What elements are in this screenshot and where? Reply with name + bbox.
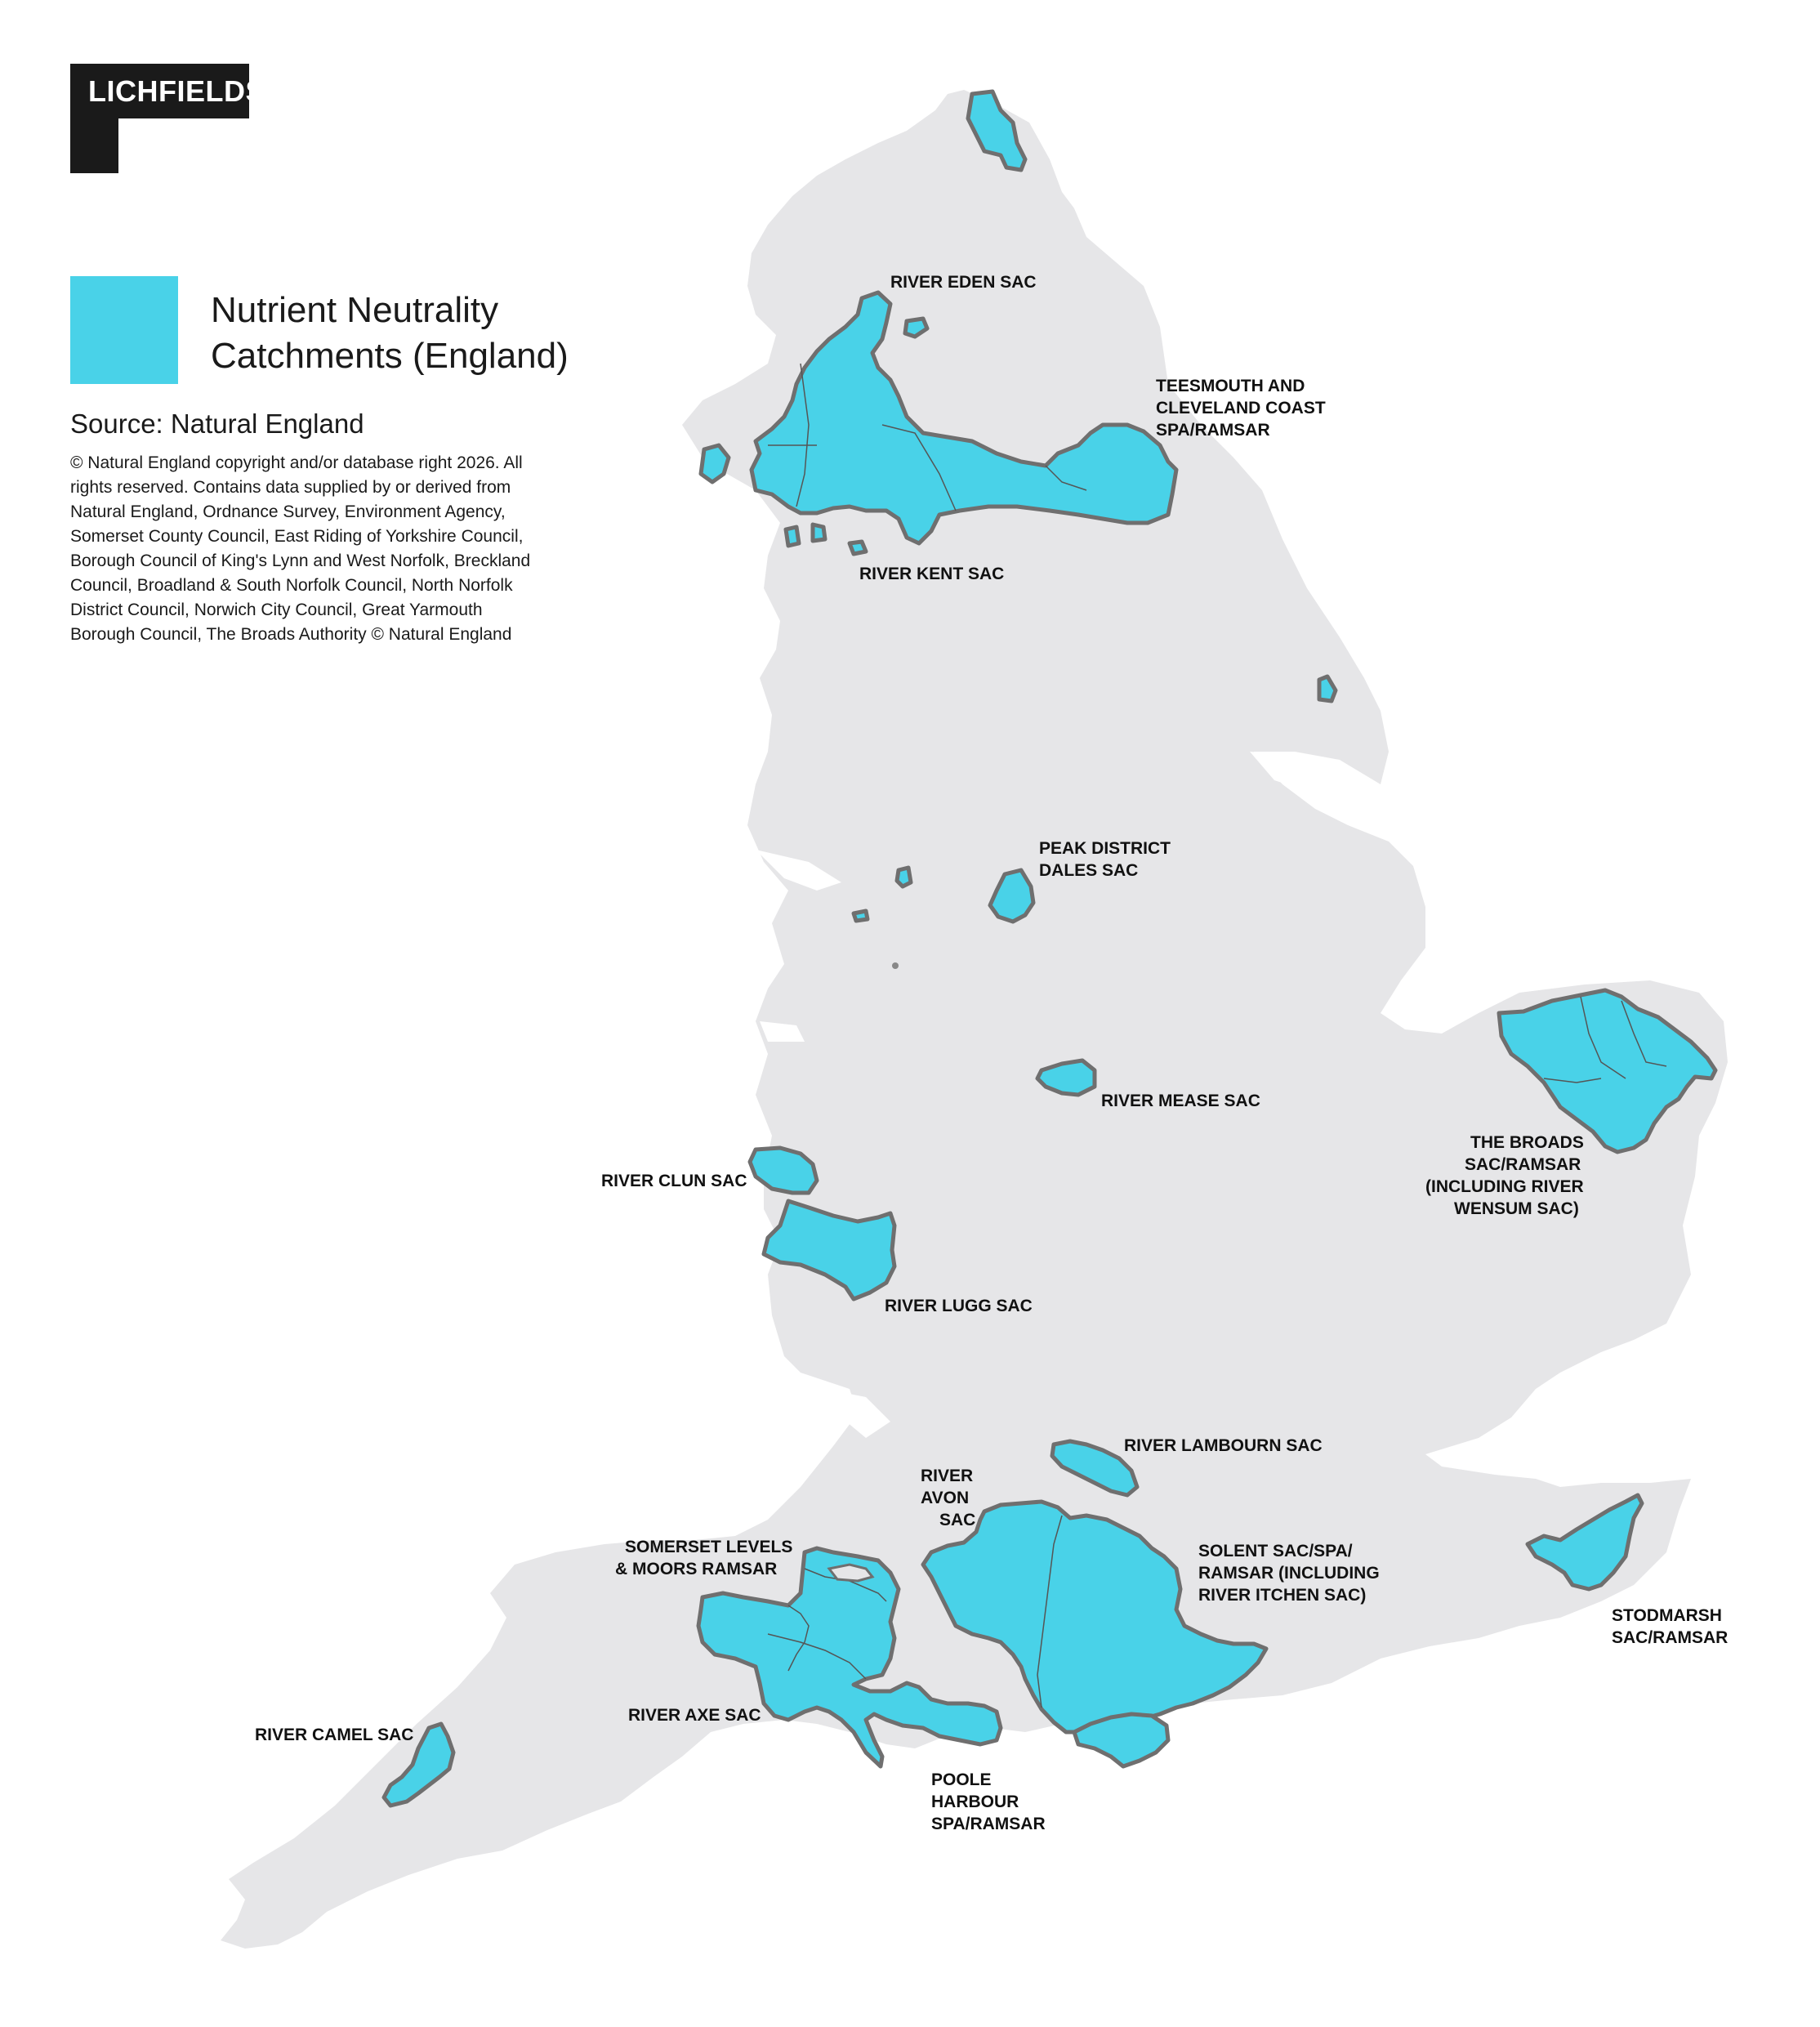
- label-river-avon: RIVER: [921, 1467, 974, 1485]
- label-peak-district: DALES SAC: [1039, 861, 1139, 880]
- label-teesmouth: TEESMOUTH AND: [1156, 377, 1305, 395]
- label-river-lambourn: RIVER LAMBOURN SAC: [1124, 1436, 1323, 1455]
- label-river-mease: RIVER MEASE SAC: [1101, 1092, 1260, 1110]
- label-river-lugg: RIVER LUGG SAC: [885, 1297, 1033, 1315]
- legend-swatch: [70, 276, 178, 384]
- label-somerset-levels: & MOORS RAMSAR: [615, 1560, 778, 1578]
- logo-text: LICHFIELDS: [88, 74, 265, 108]
- legend-title-line2: Catchments (England): [211, 336, 569, 376]
- label-the-broads: THE BROADS: [1470, 1133, 1584, 1152]
- lichfields-logo: [70, 64, 265, 173]
- label-river-avon: AVON: [921, 1489, 970, 1507]
- label-peak-district: PEAK DISTRICT: [1039, 839, 1171, 858]
- copyright-line: rights reserved. Contains data supplied by or derived from: [70, 478, 511, 497]
- label-river-clun: RIVER CLUN SAC: [601, 1172, 747, 1190]
- label-teesmouth: SPA/RAMSAR: [1156, 421, 1270, 440]
- catchment-peak-fragment-2: [854, 911, 868, 921]
- source-label: Source: Natural England: [70, 409, 364, 439]
- label-solent: RIVER ITCHEN SAC): [1198, 1586, 1367, 1605]
- label-the-broads: SAC/RAMSAR: [1465, 1155, 1581, 1174]
- label-the-broads: (INCLUDING RIVER: [1425, 1177, 1584, 1196]
- catchment-kent-fragment-2: [813, 525, 825, 541]
- label-the-broads: WENSUM SAC): [1454, 1199, 1579, 1218]
- label-poole-harbour: HARBOUR: [931, 1793, 1019, 1811]
- catchment-peak-fragment-3: [892, 962, 899, 969]
- catchment-kent-fragment-1: [786, 527, 799, 546]
- catchment-kent-fragment-3: [850, 542, 866, 554]
- copyright-line: Borough Council, The Broads Authority © Natural England: [70, 625, 512, 644]
- label-teesmouth: CLEVELAND COAST: [1156, 399, 1326, 417]
- copyright-line: Borough Council of King's Lynn and West Norfolk, Breckland: [70, 551, 531, 570]
- copyright-line: Natural England, Ordnance Survey, Environment Agency,: [70, 502, 506, 521]
- label-solent: SOLENT SAC/SPA/: [1198, 1542, 1353, 1560]
- copyright-line: Somerset County Council, East Riding of Yorkshire Council,: [70, 527, 524, 546]
- legend-title-line1: Nutrient Neutrality: [211, 290, 499, 330]
- label-river-camel: RIVER CAMEL SAC: [255, 1726, 414, 1744]
- catchment-peak-fragment-1: [897, 868, 911, 886]
- label-river-eden: RIVER EDEN SAC: [890, 273, 1037, 292]
- label-stodmarsh: STODMARSH: [1612, 1606, 1722, 1625]
- source-block: [70, 409, 530, 644]
- legend: [70, 276, 569, 384]
- label-solent: RAMSAR (INCLUDING: [1198, 1564, 1380, 1583]
- label-poole-harbour: POOLE: [931, 1770, 992, 1789]
- copyright-line: Council, Broadland & South Norfolk Council, North Norfolk: [70, 576, 513, 595]
- copyright-line: © Natural England copyright and/or database right 2026. All: [70, 453, 523, 472]
- label-poole-harbour: SPA/RAMSAR: [931, 1815, 1046, 1833]
- label-river-avon: SAC: [939, 1511, 976, 1529]
- label-river-kent: RIVER KENT SAC: [859, 565, 1005, 583]
- copyright-line: District Council, Norwich City Council, Great Yarmouth: [70, 601, 483, 619]
- label-river-axe: RIVER AXE SAC: [628, 1706, 761, 1725]
- label-somerset-levels: SOMERSET LEVELS: [625, 1538, 793, 1556]
- label-stodmarsh: SAC/RAMSAR: [1612, 1628, 1729, 1647]
- catchment-west-fragment: [701, 445, 729, 482]
